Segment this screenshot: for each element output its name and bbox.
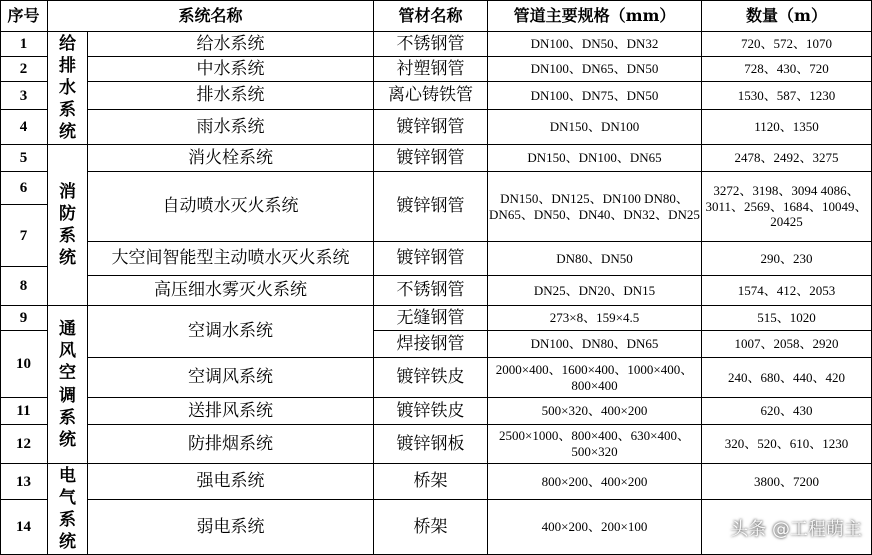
spec-cell: DN100、DN80、DN65 (488, 331, 702, 358)
header-spec: 管道主要规格（mm） (488, 0, 702, 32)
spec-cell: 2500×1000、800×400、630×400、500×320 (488, 425, 702, 464)
material-cell: 不锈钢管 (374, 276, 488, 306)
material-cell: 镀锌钢管 (374, 172, 488, 242)
header-system: 系统名称 (48, 0, 374, 32)
system-name: 排水系统 (88, 82, 374, 110)
qty-cell: 620、430 (702, 398, 872, 425)
qty-cell: 240、680、440、420 (702, 358, 872, 398)
watermark-text: 头条 @工程萌主 (730, 519, 862, 540)
spec-cell: DN150、DN100、DN65 (488, 145, 702, 172)
spec-cell: DN80、DN50 (488, 242, 702, 276)
row-no-14: 14 (0, 500, 48, 555)
material-cell: 镀锌钢管 (374, 110, 488, 145)
category-fire: 消防系统 (48, 145, 88, 306)
row-no-13: 13 (0, 464, 48, 500)
header-material: 管材名称 (374, 0, 488, 32)
row-no-9: 9 (0, 306, 48, 331)
material-cell: 桥架 (374, 464, 488, 500)
row-no-1: 1 (0, 32, 48, 57)
material-cell: 桥架 (374, 500, 488, 555)
row-no-12: 12 (0, 425, 48, 464)
qty-cell: 1007、2058、2920 (702, 331, 872, 358)
spec-cell: DN150、DN125、DN100 DN80、DN65、DN50、DN40、DN32、DN25 (488, 172, 702, 242)
material-cell: 镀锌钢板 (374, 425, 488, 464)
system-name: 雨水系统 (88, 110, 374, 145)
category-electrical: 电气系统 (48, 464, 88, 555)
row-no-4: 4 (0, 110, 48, 145)
spec-cell: DN100、DN50、DN32 (488, 32, 702, 57)
spec-cell: DN100、DN75、DN50 (488, 82, 702, 110)
row-no-2: 2 (0, 57, 48, 82)
system-name: 强电系统 (88, 464, 374, 500)
spec-cell: DN150、DN100 (488, 110, 702, 145)
material-cell: 焊接钢管 (374, 331, 488, 358)
qty-cell: 320、520、610、1230 (702, 425, 872, 464)
qty-cell: 3272、3198、3094 4086、3011、2569、1684、10049、20425 (702, 172, 872, 242)
spec-cell: 273×8、159×4.5 (488, 306, 702, 331)
row-no-10: 10 (0, 331, 48, 398)
header-no: 序号 (0, 0, 48, 32)
material-cell: 衬塑钢管 (374, 57, 488, 82)
spec-cell: DN100、DN65、DN50 (488, 57, 702, 82)
category-water: 给排水系统 (48, 32, 88, 145)
header-qty: 数量（m） (702, 0, 872, 32)
spec-cell: DN25、DN20、DN15 (488, 276, 702, 306)
material-cell: 无缝钢管 (374, 306, 488, 331)
system-name: 自动喷水灭火系统 (88, 172, 374, 242)
row-no-5: 5 (0, 145, 48, 172)
system-name: 空调风系统 (88, 358, 374, 398)
material-cell: 离心铸铁管 (374, 82, 488, 110)
spec-cell: 800×200、400×200 (488, 464, 702, 500)
qty-cell: 1530、587、1230 (702, 82, 872, 110)
system-name: 高压细水雾灭火系统 (88, 276, 374, 306)
row-no-3: 3 (0, 82, 48, 110)
qty-cell: 1574、412、2053 (702, 276, 872, 306)
spec-cell: 2000×400、1600×400、1000×400、800×400 (488, 358, 702, 398)
qty-cell: 2478、2492、3275 (702, 145, 872, 172)
system-name: 大空间智能型主动喷水灭火系统 (88, 242, 374, 276)
qty-cell: 720、572、1070 (702, 32, 872, 57)
material-cell: 镀锌钢管 (374, 145, 488, 172)
row-no-6: 6 (0, 172, 48, 205)
spec-cell: 400×200、200×100 (488, 500, 702, 555)
qty-cell: 3800、7200 (702, 464, 872, 500)
row-no-11: 11 (0, 398, 48, 425)
material-cell: 镀锌钢管 (374, 242, 488, 276)
category-hvac: 通风空调系统 (48, 306, 88, 464)
qty-cell: 515、1020 (702, 306, 872, 331)
system-name: 中水系统 (88, 57, 374, 82)
row-no-8: 8 (0, 267, 48, 306)
spec-cell: 500×320、400×200 (488, 398, 702, 425)
row-no-7: 7 (0, 205, 48, 267)
system-name: 空调水系统 (88, 306, 374, 358)
system-name: 送排风系统 (88, 398, 374, 425)
system-name: 弱电系统 (88, 500, 374, 555)
qty-cell: 290、230 (702, 242, 872, 276)
material-cell: 不锈钢管 (374, 32, 488, 57)
system-name: 消火栓系统 (88, 145, 374, 172)
qty-cell: 728、430、720 (702, 57, 872, 82)
qty-cell: 1120、1350 (702, 110, 872, 145)
material-cell: 镀锌铁皮 (374, 358, 488, 398)
system-name: 防排烟系统 (88, 425, 374, 464)
material-cell: 镀锌铁皮 (374, 398, 488, 425)
system-name: 给水系统 (88, 32, 374, 57)
